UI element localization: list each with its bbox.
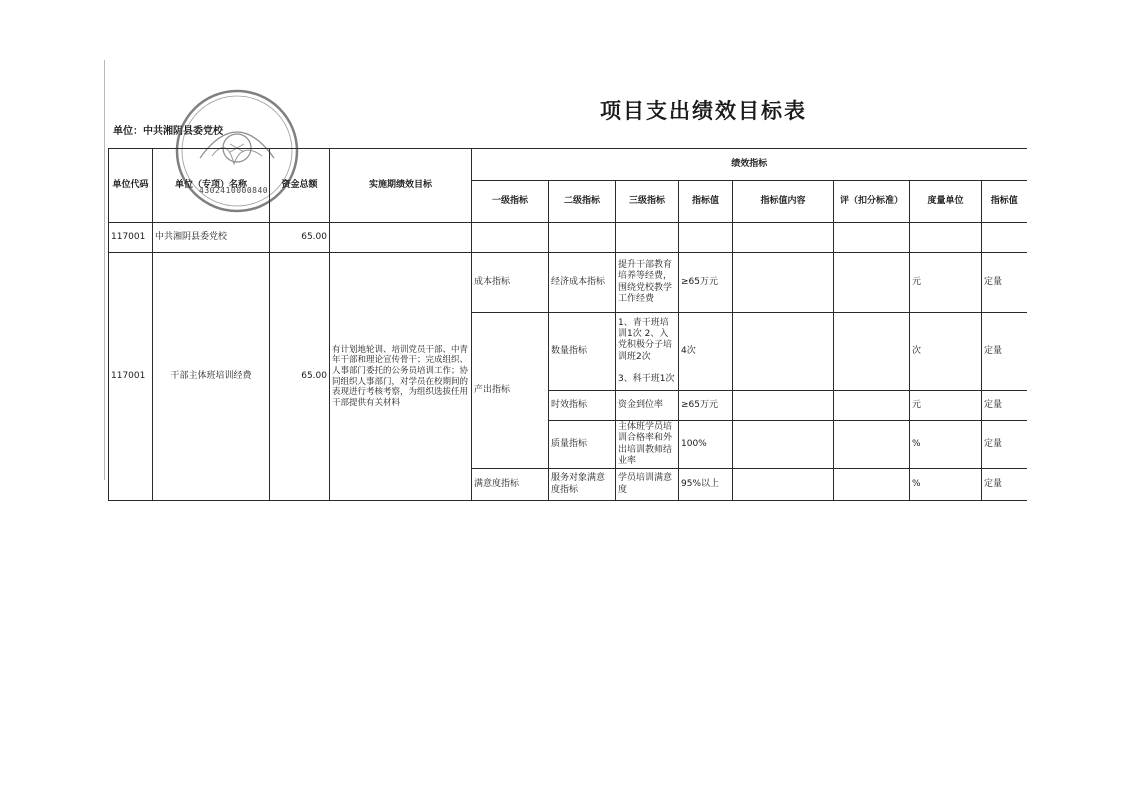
- indicator-level2-cell: 数量指标: [549, 313, 616, 391]
- project-name-cell: 干部主体班培训经费: [153, 253, 270, 501]
- indicator-level2-cell: 服务对象满意度指标: [549, 469, 616, 501]
- header-total-funds: 资金总额: [270, 149, 330, 223]
- project-goal-cell: 有计划地轮训、培训党员干部、中青年干部和理论宣传骨干；完成组织、人事部门委托的公务员培训工作；协同组织人事部门，对学员在校期间的表现进行考核考察，为组织选拔任用干部提供有关材料: [330, 253, 472, 501]
- performance-target-table: [108, 148, 1027, 501]
- empty-cell: [330, 223, 472, 253]
- header-unit-code: 单位代码: [109, 149, 153, 223]
- unit-amount-cell: 65.00: [270, 223, 330, 253]
- header-level2: 二级指标: [549, 181, 616, 223]
- indicator-scoring-cell: [834, 253, 910, 313]
- project-amount-cell: 65.00: [270, 253, 330, 501]
- seal-code: 4302410000840: [199, 186, 269, 195]
- indicator-type-cell: 定量: [982, 313, 1027, 391]
- indicator-value-content-cell: [733, 421, 834, 469]
- indicator-value-content-cell: [733, 469, 834, 501]
- indicator-level3-cell: 主体班学员培训合格率和外出培训教师结业率: [616, 421, 679, 469]
- indicator-type-cell: 定量: [982, 469, 1027, 501]
- indicator-unit-cell: %: [910, 469, 982, 501]
- indicator-value-content-cell: [733, 253, 834, 313]
- indicator-level2-cell: 质量指标: [549, 421, 616, 469]
- indicator-scoring-cell: [834, 391, 910, 421]
- empty-cell: [679, 223, 733, 253]
- header-unit-name: 单位（专项）名称: [153, 149, 270, 223]
- header-scoring-standard: 评（扣分标准）: [834, 181, 910, 223]
- indicator-level3-cell: 学员培训满意度: [616, 469, 679, 501]
- table-row-unit: [109, 223, 1027, 253]
- project-code-cell: 117001: [109, 253, 153, 501]
- header-indicator-value-content: 指标值内容: [733, 181, 834, 223]
- indicator-unit-cell: 元: [910, 253, 982, 313]
- indicator-unit-cell: 次: [910, 313, 982, 391]
- table-header-row: [109, 149, 1027, 181]
- indicator-scoring-cell: [834, 469, 910, 501]
- indicator-value-cell: 100%: [679, 421, 733, 469]
- header-performance-indicators: 绩效指标: [472, 149, 1027, 181]
- empty-cell: [910, 223, 982, 253]
- indicator-value-cell: ≥65万元: [679, 253, 733, 313]
- header-indicator-value-type: 指标值: [982, 181, 1027, 223]
- indicator-value-cell: 95%以上: [679, 469, 733, 501]
- empty-cell: [733, 223, 834, 253]
- unit-code-cell: 117001: [109, 223, 153, 253]
- indicator-level3-cell: 提升干部教育培养等经费，围绕党校教学工作经费: [616, 253, 679, 313]
- indicator-unit-cell: 元: [910, 391, 982, 421]
- header-level3: 三级指标: [616, 181, 679, 223]
- empty-cell: [549, 223, 616, 253]
- indicator-level1-cell: 成本指标: [472, 253, 549, 313]
- indicator-unit-cell: %: [910, 421, 982, 469]
- indicator-level3-cell: 1、青干班培训1次 2、入党积极分子培训班2次 3、科干班1次: [616, 313, 679, 391]
- indicator-type-cell: 定量: [982, 253, 1027, 313]
- scan-edge-line: [104, 60, 105, 480]
- indicator-type-cell: 定量: [982, 421, 1027, 469]
- indicator-value-cell: 4次: [679, 313, 733, 391]
- indicator-level1-cell: 产出指标: [472, 313, 549, 469]
- header-measure-unit: 度量单位: [910, 181, 982, 223]
- indicator-type-cell: 定量: [982, 391, 1027, 421]
- indicator-level2-cell: 时效指标: [549, 391, 616, 421]
- empty-cell: [834, 223, 910, 253]
- unit-label: 单位：中共湘阴县委党校: [113, 126, 223, 137]
- empty-cell: [472, 223, 549, 253]
- indicator-value-cell: ≥65万元: [679, 391, 733, 421]
- table-row: [109, 253, 1027, 313]
- indicator-scoring-cell: [834, 421, 910, 469]
- indicator-level1-cell: 满意度指标: [472, 469, 549, 501]
- empty-cell: [616, 223, 679, 253]
- indicator-level2-cell: 经济成本指标: [549, 253, 616, 313]
- empty-cell: [982, 223, 1027, 253]
- header-period-goal: 实施期绩效目标: [330, 149, 472, 223]
- indicator-level3-cell: 资金到位率: [616, 391, 679, 421]
- indicator-value-content-cell: [733, 391, 834, 421]
- indicator-scoring-cell: [834, 313, 910, 391]
- indicator-value-content-cell: [733, 313, 834, 391]
- header-level1: 一级指标: [472, 181, 549, 223]
- page-title: 项目支出绩效目标表: [600, 98, 807, 123]
- unit-name-cell: 中共湘阴县委党校: [153, 223, 270, 253]
- header-indicator-value: 指标值: [679, 181, 733, 223]
